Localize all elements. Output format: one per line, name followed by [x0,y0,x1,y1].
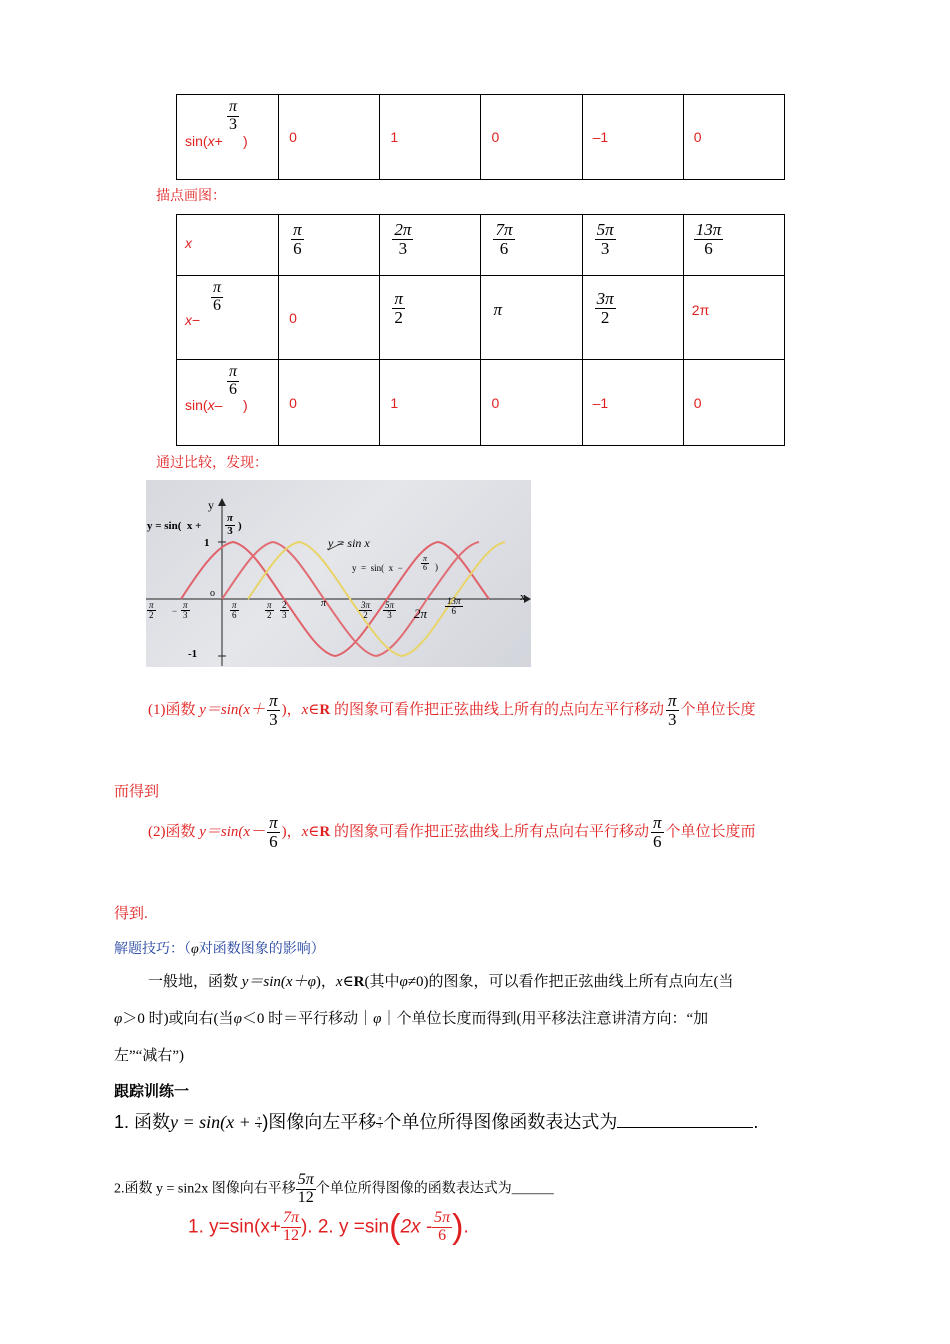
table-cell: 0 [279,95,380,180]
table-cell: π [481,276,582,360]
statement-2: (2)函数 y＝sin(x－ $\frac{\pi}{6}$ )，x∈R 的图象可看作把正弦曲线上所有点向右平行移动 $\frac{\pi}{6}$ 个单位长度而 [148,813,756,851]
general-line-2: φ＞0 时)或向右(当φ＜0 时＝平行移动｜φ｜个单位长度而得到(用平移法注意讲清方向：“加 [114,1011,709,1027]
y-tick-neg-one-label: -1 [188,648,198,660]
value-table-shift-left [176,94,785,180]
curve-right-close: ) [435,562,438,572]
practice-answers: 1. y=sin(x+ $\frac{7\pi}{12}$ ). 2. y =sin(2x - $\frac{5\pi}{6}$ ). [188,1208,469,1246]
practice-q2: 2.函数 y = sin2x 图像向右平移 $\frac{5\pi}{12}$ 个单位所得图像的函数表达式为______ [114,1171,554,1206]
table1-row-label: sin(x+ $\frac{\pi}{3}$ ) [177,95,279,180]
statement-1: (1)函数 y＝sin(x＋ $\frac{\pi}{3}$ )，x∈R 的图象可看作把正弦曲线上所有的点向左平行移动 $\frac{\pi}{3}$ 个单位长度 [148,691,756,729]
practice-q1: 1. 函数y = sin(x + $\frac{\pi}{4}$ )图像向左平移 $\frac{\pi}{3}$ 个单位所得图像函数表达式为 . [114,1112,759,1132]
general-line-1: 一般地，函数 y＝sin(x＋φ)，x∈R(其中φ≠0)的图象，可以看作把正弦曲线上所有点向左(当 [148,974,734,990]
table-cell: 0 [683,360,784,446]
tick-label: $\frac{13\pi}{6}$ [447,596,461,617]
statement-1-cont: 而得到 [114,784,160,800]
curve-left-close: ) [238,520,242,532]
tick-label-2pi: 2π [414,606,428,621]
x-axis-label: x [520,591,526,603]
tick-minus-sign: − [172,606,178,616]
table-cell: $\frac{\pi}{6}$ [279,215,380,276]
tick-label: $\frac{3\pi}{2}$ [361,600,371,621]
table2-row3-label: sin(x– $\frac{\pi}{6}$ ) [177,360,279,446]
practice-title: 跟踪训练一 [114,1084,190,1100]
curve-mid-label: y = sin x [328,536,370,550]
tick-label-pi: π [321,598,327,609]
table-cell: 0 [279,360,380,446]
sine-shift-graph [146,480,531,667]
answer-blank[interactable] [617,1113,753,1128]
curve-left-fraction: $\frac{\pi}{3}$ [227,512,234,537]
table2-row2-label: x− $\frac{\pi}{6}$ [177,276,279,360]
table-cell: $\frac{7\pi}{6}$ [481,215,582,276]
tick-label: $\frac{\pi}{6}$ [232,600,237,621]
curve-right-fraction: $\frac{\pi}{6}$ [423,554,428,573]
table-cell: $\frac{\pi}{2}$ [380,276,481,360]
table-cell: –1 [582,95,683,180]
table-cell: 0 [279,276,380,360]
y-tick-one-label: 1 [204,537,210,549]
table-cell: 2π [683,276,784,360]
table-cell: –1 [582,360,683,446]
table-cell: 0 [481,360,582,446]
origin-label: o [210,588,215,599]
tick-label: $\frac{\pi}{2}$ [149,600,154,621]
fraction: $\frac{\pi}{3}$ [229,98,238,133]
y-axis-label: y [208,498,214,512]
table-cell: 0 [481,95,582,180]
sine-shift-graph-photo [146,480,531,667]
general-line-3: 左”“减右”) [114,1048,184,1064]
value-table-shift-right [176,214,785,446]
table-cell: $\frac{2\pi}{3}$ [380,215,481,276]
table-cell: $\frac{3\pi}{2}$ [582,276,683,360]
table-cell: 0 [683,95,784,180]
tick-label: $\frac{2}{3}$ [282,600,287,621]
section-plot-label: 描点画图： [156,189,226,204]
tick-label: $\frac{\pi}{3}$ [183,600,188,621]
tip-title: 解题技巧：（φ对函数图象的影响） [114,942,325,957]
table-cell: 1 [380,95,481,180]
table-cell: $\frac{5\pi}{3}$ [582,215,683,276]
tick-label: $\frac{\pi}{2}$ [267,600,272,621]
statement-2-cont: 得到. [114,906,148,922]
table2-header-label: x [177,215,279,276]
compare-label: 通过比较，发现： [156,456,268,471]
table-cell: $\frac{13\pi}{6}$ [683,215,784,276]
table-cell: 1 [380,360,481,446]
curve-left-label: y = sin( x + [147,520,205,532]
curve-right-label: y = sin( x − [352,563,403,573]
tick-label: $\frac{5\pi}{3}$ [385,600,395,621]
y-axis-arrow [218,498,226,506]
